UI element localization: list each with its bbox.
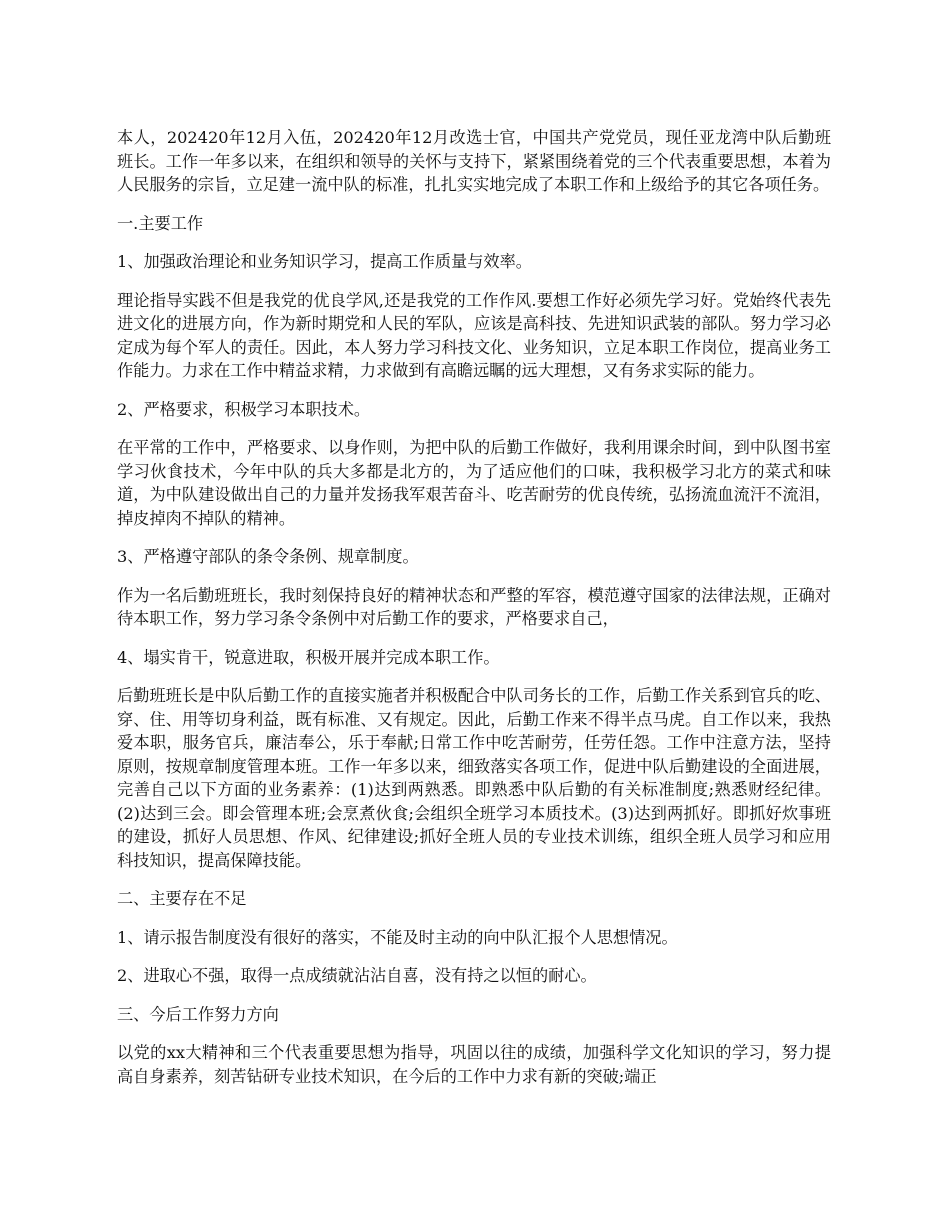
future-paragraph: 以党的xx大精神和三个代表重要思想为指导，巩固以往的成绩，加强科学文化知识的学习，努力提高自身素养，刻苦钻研专业技术知识，在今后的工作中力求有新的突破;端正 — [117, 1043, 831, 1086]
section-heading-future: 三、今后工作努力方向 — [117, 1004, 279, 1024]
item-heading-study: 1、加强政治理论和业务知识学习，提高工作质量与效率。 — [117, 252, 532, 271]
document-page — [117, 126, 831, 1103]
shortcoming-item-2: 2、进取心不强，取得一点成绩就沾沾自喜，没有持之以恒的耐心。 — [117, 966, 597, 985]
shortcoming-item-1: 1、请示报告制度没有很好的落实，不能及时主动的向中队汇报个人思想情况。 — [117, 927, 678, 947]
item-body-skills: 在平常的工作中，严格要求、以身作则，为把中队的后勤工作做好，我利用课余时间，到中队图书室学习伙食技术，今年中队的兵大多都是北方的，为了适应他们的口味，我积极学习北方的菜式和味道，为中队建设做出自己的力量并发扬我军艰苦奋斗、吃苦耐劳的优良传统，弘扬流血流汗不流泪，掉皮掉肉不掉队的精神。 — [117, 438, 831, 528]
item-heading-skills: 2、严格要求，积极学习本职技术。 — [117, 399, 371, 419]
section-heading-main-work: 一.主要工作 — [117, 213, 204, 233]
item-body-study: 理论指导实践不但是我党的优良学风,还是我党的工作作风.要想工作好必须先学习好。党始终代表先进文化的进展方向，作为新时期党和人民的军队，应该是高科技、先进知识武装的部队。努力学习必定成为每个军人的责任。因此，本人努力学习科技文化、业务知识，立足本职工作岗位，提高业务工作能力。力求在工作中精益求精，力求做到有高瞻远瞩的远大理想，又有务求实际的能力。 — [117, 290, 831, 380]
item-heading-regulations: 3、严格遵守部队的条令条例、规章制度。 — [117, 547, 419, 566]
item-body-diligence: 后勤班班长是中队后勤工作的直接实施者并积极配合中队司务长的工作，后勤工作关系到官兵的吃、穿、住、用等切身利益，既有标准、又有规定。因此，后勤工作来不得半点马虎。自工作以来，我热爱本职，服务官兵，廉洁奉公，乐于奉献;日常工作中吃苦耐劳，任劳任怨。工作中注意方法，坚持原则，按规章制度管理本班。工作一年多以来，细致落实各项工作，促进中队后勤建设的全面进展，完善自己以下方面的业务素养：(1)达到两熟悉。即熟悉中队后勤的有关标准制度;熟悉财经纪律。(2)达到三会。即会管理本班;会烹煮伙食;会组织全班学习本质技术。(3)达到两抓好。即抓好炊事班的建设，抓好人员思想、作风、纪律建设;抓好全班人员的专业技术训练，组织全班人员学习和应用科技知识，提高保障技能。 — [117, 686, 831, 870]
section-heading-shortcomings: 二、主要存在不足 — [117, 889, 247, 908]
item-heading-diligence: 4、塌实肯干，锐意进取，积极开展并完成本职工作。 — [117, 647, 500, 667]
intro-paragraph: 本人，202420年12月入伍，202420年12月改选士官，中国共产党党员，现任亚龙湾中队后勤班班长。工作一年多以来，在组织和领导的关怀与支持下，紧紧围绕着党的三个代表重要思想，本着为人民服务的宗旨，立足建一流中队的标准，扎扎实实地完成了本职工作和上级给予的其它各项任务。 — [117, 128, 831, 194]
item-body-regulations: 作为一名后勤班班长，我时刻保持良好的精神状态和严整的军容，模范遵守国家的法律法规，正确对待本职工作，努力学习条令条例中对后勤工作的要求，严格要求自己， — [117, 585, 831, 628]
